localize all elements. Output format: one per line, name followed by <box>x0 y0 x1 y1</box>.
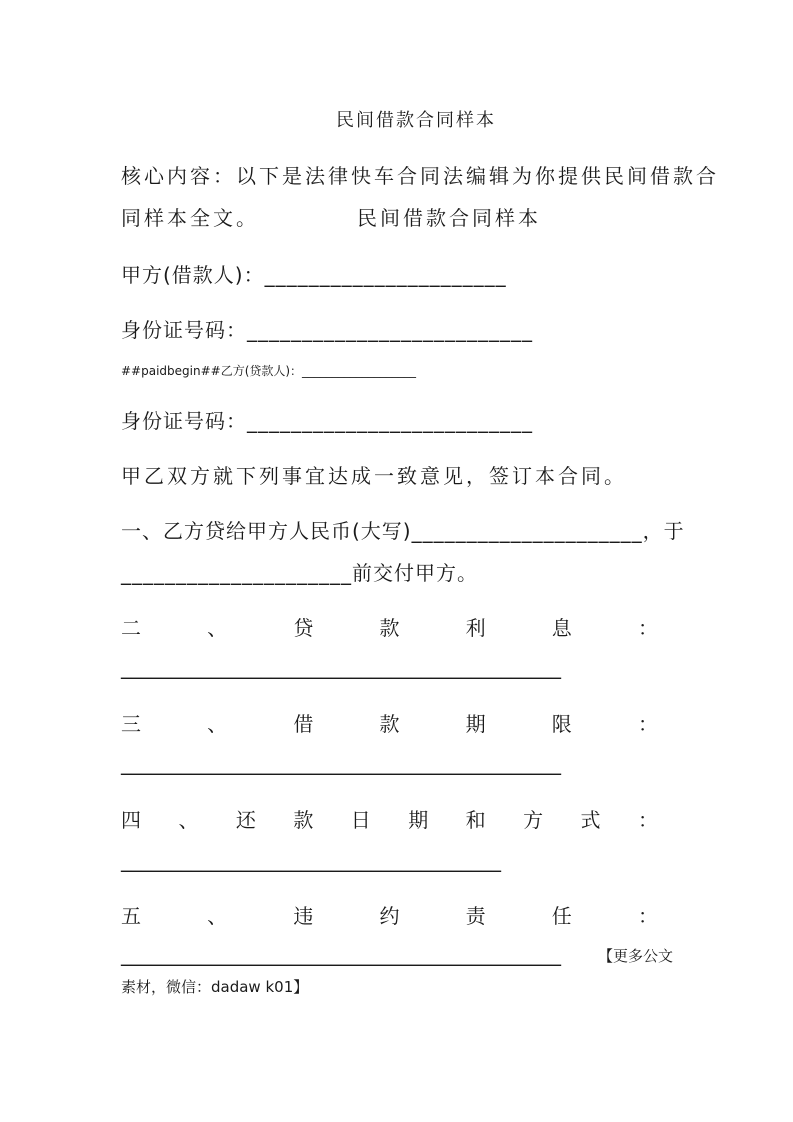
clause-4-char: 和 <box>465 808 489 832</box>
clause-4-char: 期 <box>408 808 432 832</box>
clause-5-blank: ____________________________________________ <box>121 942 561 966</box>
intro-line-1: 核心内容：以下是法律快车合同法编辑为你提供民间借款合 <box>121 164 719 188</box>
clause-4-char: ： <box>637 808 661 832</box>
clause-3-char: 三 <box>121 712 144 736</box>
clause-4-char: 、 <box>178 808 202 832</box>
intro-line-2b: 民间借款合同样本 <box>357 206 541 230</box>
clause-3-char: 期 <box>465 712 489 736</box>
clause-3-char: 款 <box>379 712 403 736</box>
clause-4-char: 日 <box>350 808 374 832</box>
footer-note-line-2: 素材，微信：dadaw k01】 <box>121 978 309 996</box>
borrower-id-line: 身份证号码：__________________________ <box>121 318 533 342</box>
lender-line: ##paidbegin##乙方(贷款人)：___________________ <box>121 364 417 378</box>
clause-4-heading <box>121 804 661 833</box>
intro-line-2a: 同样本全文。 <box>121 206 259 230</box>
clause-4-char: 四 <box>121 808 144 832</box>
clause-2-heading <box>121 612 661 641</box>
agreement-line: 甲乙双方就下列事宜达成一致意见，签订本合同。 <box>121 464 627 488</box>
borrower-line: 甲方(借款人)：______________________ <box>121 263 507 287</box>
clause-2-char: 息 <box>551 616 575 640</box>
clause-2-blank: ____________________________________________ <box>121 655 561 679</box>
clause-1-line-2: _____________________前交付甲方。 <box>121 561 478 585</box>
clause-3-char: 、 <box>207 712 231 736</box>
clause-2-char: 利 <box>465 616 489 640</box>
clause-2-char: 、 <box>207 616 231 640</box>
clause-2-char: ： <box>637 616 661 640</box>
clause-2-char: 款 <box>379 616 403 640</box>
clause-5-char: 、 <box>207 904 231 928</box>
clause-2-char: 贷 <box>293 616 317 640</box>
clause-5-char: 任 <box>551 904 575 928</box>
clause-5-char: 约 <box>379 904 403 928</box>
document-title: 民间借款合同样本 <box>336 110 496 131</box>
clause-3-char: ： <box>637 712 661 736</box>
clause-5-heading <box>121 900 661 929</box>
clause-5-char: 违 <box>293 904 317 928</box>
footer-note-tail: 【更多公文 <box>598 947 674 965</box>
clause-2-char: 二 <box>121 616 144 640</box>
lender-id-line: 身份证号码：__________________________ <box>121 409 533 433</box>
clause-4-blank: ______________________________________ <box>121 848 501 872</box>
clause-3-char: 借 <box>293 712 317 736</box>
clause-4-char: 还 <box>235 808 259 832</box>
clause-3-blank: ____________________________________________ <box>121 751 561 775</box>
clause-5-char: ： <box>637 904 661 928</box>
clause-5-char: 五 <box>121 904 144 928</box>
clause-4-char: 方 <box>523 808 547 832</box>
clause-5-char: 责 <box>465 904 489 928</box>
clause-4-char: 式 <box>580 808 604 832</box>
clause-4-char: 款 <box>293 808 317 832</box>
clause-1-line-1: 一、乙方贷给甲方人民币(大写)_____________________，于 <box>121 519 685 543</box>
clause-3-char: 限 <box>551 712 575 736</box>
clause-3-heading <box>121 708 661 737</box>
